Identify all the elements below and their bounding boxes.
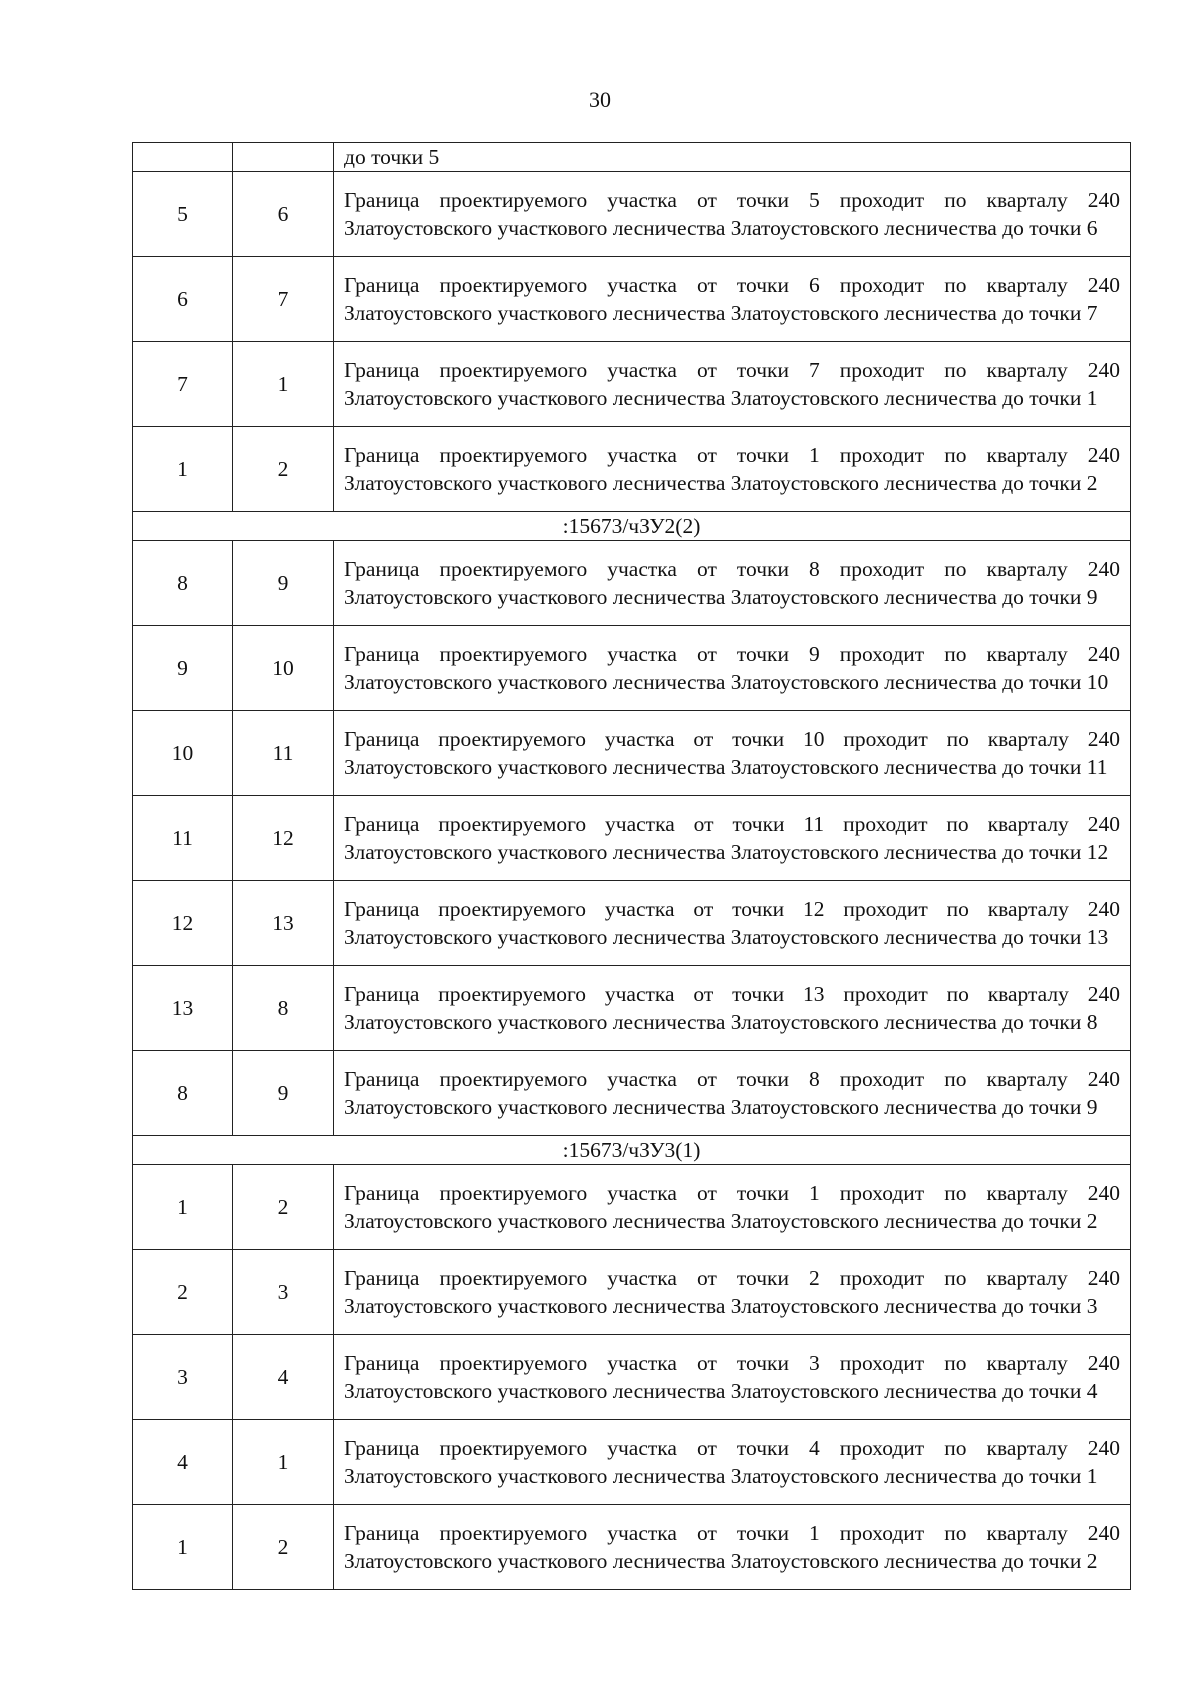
table-row [133,541,1131,626]
to-point-cell [233,143,334,172]
boundary-description-cell [334,626,1131,711]
to-point-cell: 1 [233,342,334,427]
table-row [133,342,1131,427]
to-point-cell: 4 [233,1335,334,1420]
boundary-description-cell [334,711,1131,796]
boundary-description-text: Граница проектируемого участка от точки 12 проходит по кварталу 240 Златоустовского участкового лесничества Златоустовского лесничества до точки 13 [344,897,1120,949]
to-point-cell: 3 [233,1250,334,1335]
boundary-description-cell [334,1505,1131,1590]
boundary-description-text: Граница проектируемого участка от точки 1 проходит по кварталу 240 Златоустовского участкового лесничества Златоустовского лесничества до точки 2 [344,1181,1120,1233]
boundary-description-cell [334,541,1131,626]
to-point-cell: 1 [233,1420,334,1505]
to-point-cell: 9 [233,541,334,626]
boundary-description-cell [334,143,1131,172]
from-point-cell: 1 [133,1505,233,1590]
from-point-cell: 8 [133,1051,233,1136]
table-row [133,257,1131,342]
table-row [133,1051,1131,1136]
boundary-description-text: Граница проектируемого участка от точки 3 проходит по кварталу 240 Златоустовского участкового лесничества Златоустовского лесничества до точки 4 [344,1351,1120,1403]
to-point-cell: 8 [233,966,334,1051]
boundary-description-text: Граница проектируемого участка от точки 2 проходит по кварталу 240 Златоустовского участкового лесничества Златоустовского лесничества до точки 3 [344,1266,1120,1318]
table-row [133,1335,1131,1420]
table-row [133,143,1131,172]
to-point-cell: 10 [233,626,334,711]
from-point-cell: 12 [133,881,233,966]
from-point-cell: 4 [133,1420,233,1505]
table-row [133,1505,1131,1590]
table-row [133,711,1131,796]
boundary-description-cell [334,1250,1131,1335]
to-point-cell: 13 [233,881,334,966]
to-point-cell: 9 [233,1051,334,1136]
section-header-row [133,512,1131,541]
table-row [133,172,1131,257]
boundary-description-cell [334,966,1131,1051]
from-point-cell: 1 [133,427,233,512]
section-header-row [133,1136,1131,1165]
to-point-cell: 6 [233,172,334,257]
from-point-cell: 7 [133,342,233,427]
to-point-cell: 2 [233,1505,334,1590]
boundary-description-text: Граница проектируемого участка от точки 4 проходит по кварталу 240 Златоустовского участкового лесничества Златоустовского лесничества до точки 1 [344,1436,1120,1488]
boundary-description-text: Граница проектируемого участка от точки 7 проходит по кварталу 240 Златоустовского участкового лесничества Златоустовского лесничества до точки 1 [344,358,1120,410]
page-number: 30 [589,87,611,112]
boundary-table-body [133,143,1131,1590]
boundary-description-cell [334,1420,1131,1505]
boundary-description-text: Граница проектируемого участка от точки 11 проходит по кварталу 240 Златоустовского участкового лесничества Златоустовского лесничества до точки 12 [344,812,1120,864]
from-point-cell: 13 [133,966,233,1051]
to-point-cell: 7 [233,257,334,342]
boundary-description-text: Граница проектируемого участка от точки 1 проходит по кварталу 240 Златоустовского участкового лесничества Златоустовского лесничества до точки 2 [344,1521,1120,1573]
to-point-cell: 2 [233,1165,334,1250]
boundary-description-cell [334,881,1131,966]
to-point-cell: 2 [233,427,334,512]
to-point-cell: 12 [233,796,334,881]
from-point-cell: 6 [133,257,233,342]
table-row [133,1250,1131,1335]
boundary-description-cell [334,1335,1131,1420]
from-point-cell: 8 [133,541,233,626]
boundary-description-text: Граница проектируемого участка от точки 8 проходит по кварталу 240 Златоустовского участкового лесничества Златоустовского лесничества до точки 9 [344,1067,1120,1119]
from-point-cell: 3 [133,1335,233,1420]
from-point-cell [133,143,233,172]
section-title: :15673/чЗУ3(1) [133,1136,1131,1165]
boundary-description-text: Граница проектируемого участка от точки 5 проходит по кварталу 240 Златоустовского участкового лесничества Златоустовского лесничества до точки 6 [344,188,1120,240]
boundary-description-text: Граница проектируемого участка от точки 1 проходит по кварталу 240 Златоустовского участкового лесничества Златоустовского лесничества до точки 2 [344,443,1120,495]
section-title: :15673/чЗУ2(2) [133,512,1131,541]
boundary-description-text: Граница проектируемого участка от точки 9 проходит по кварталу 240 Златоустовского участкового лесничества Златоустовского лесничества до точки 10 [344,642,1120,694]
boundary-description-cell [334,172,1131,257]
boundary-description-text: Граница проектируемого участка от точки 8 проходит по кварталу 240 Златоустовского участкового лесничества Златоустовского лесничества до точки 9 [344,557,1120,609]
boundary-description-text: Граница проектируемого участка от точки 10 проходит по кварталу 240 Златоустовского участкового лесничества Златоустовского лесничества до точки 11 [344,727,1120,779]
boundary-description-cell [334,257,1131,342]
boundary-description-cell [334,427,1131,512]
boundary-description-cell [334,796,1131,881]
table-row [133,1165,1131,1250]
boundary-description-text: Граница проектируемого участка от точки 6 проходит по кварталу 240 Златоустовского участкового лесничества Златоустовского лесничества до точки 7 [344,273,1120,325]
boundary-description-text: до точки 5 [344,145,440,169]
boundary-description-cell [334,342,1131,427]
from-point-cell: 5 [133,172,233,257]
table-row [133,966,1131,1051]
boundary-description-cell [334,1051,1131,1136]
from-point-cell: 2 [133,1250,233,1335]
from-point-cell: 10 [133,711,233,796]
from-point-cell: 11 [133,796,233,881]
from-point-cell: 1 [133,1165,233,1250]
boundary-description-text: Граница проектируемого участка от точки 13 проходит по кварталу 240 Златоустовского участкового лесничества Златоустовского лесничества до точки 8 [344,982,1120,1034]
to-point-cell: 11 [233,711,334,796]
table-row [133,1420,1131,1505]
table-row [133,427,1131,512]
table-row [133,796,1131,881]
boundary-description-cell [334,1165,1131,1250]
from-point-cell: 9 [133,626,233,711]
table-row [133,626,1131,711]
table-row [133,881,1131,966]
boundary-table [132,142,1131,1590]
